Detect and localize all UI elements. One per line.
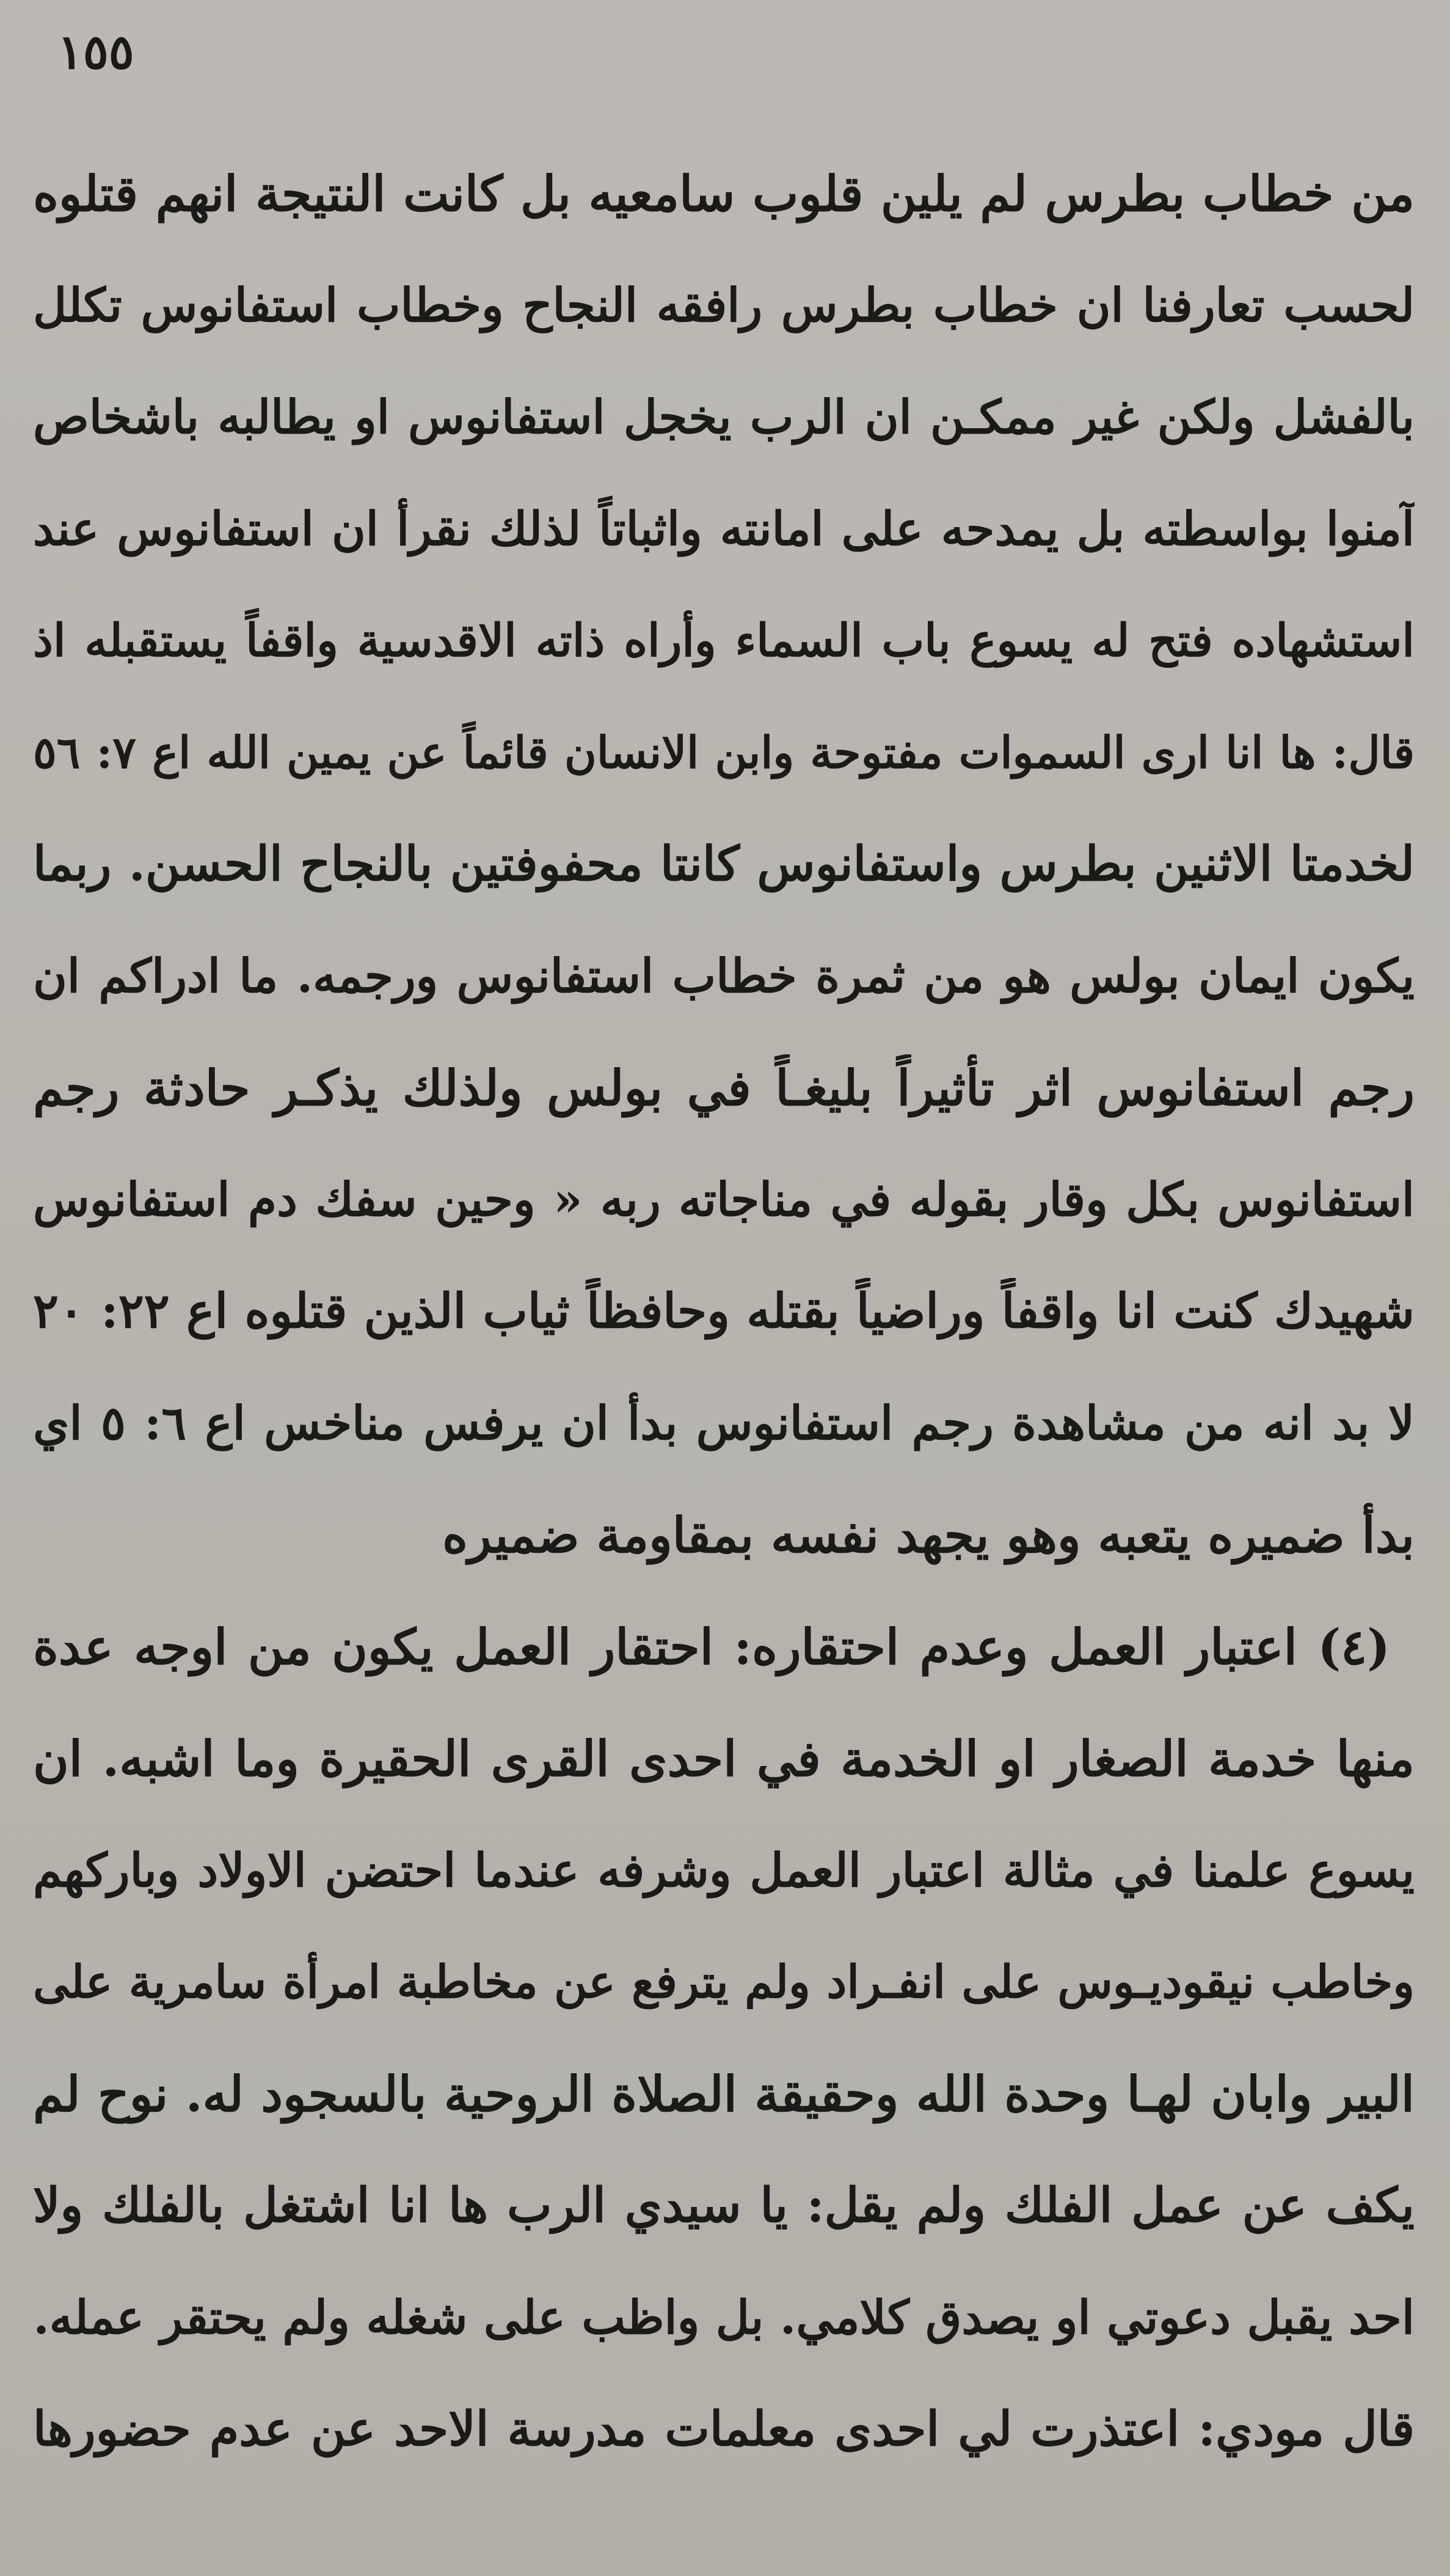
- text-line: شهيدك كنت انا واقفاً وراضياً بقتله وحافظاً ثياب الذين قتلوه اع ٢٢: ٢٠: [33, 1283, 1415, 1339]
- page-number: ١٥٥: [57, 24, 134, 80]
- text-line: بدأ ضميره يتعبه وهو يجهد نفسه بمقاومة ضميره: [442, 1506, 1415, 1564]
- page-text-body: [33, 160, 1415, 2508]
- text-line: احد يقبل دعوتي او يصدق كلامي. بل واظب على شغله ولم يحتقر عمله.: [33, 2290, 1415, 2344]
- text-line: بالفشل ولكن غير ممكـن ان الرب يخجل استفانوس او يطالبه باشخاص: [33, 390, 1415, 444]
- text-line: منها خدمة الصغار او الخدمة في احدى القرى الحقيرة وما اشبه. ان: [33, 1730, 1415, 1787]
- text-line: يكون ايمان بولس هو من ثمرة خطاب استفانوس ورجمه. ما ادراكم ان: [33, 949, 1415, 1003]
- text-line: لخدمتا الاثنين بطرس واستفانوس كانتا محفوفتين بالنجاح الحسن. ربما: [33, 836, 1415, 892]
- text-line: يسوع علمنا في مثالة اعتبار العمل وشرفه عندما احتضن الاولاد وباركهم: [33, 1843, 1415, 1897]
- text-line: قال مودي: اعتذرت لي احدى معلمات مدرسة الاحد عن عدم حضورها: [33, 2401, 1415, 2457]
- text-line: البير وابان لهـا وحدة الله وحقيقة الصلاة الروحية بالسجود له. نوح لم: [33, 2065, 1415, 2123]
- text-line: لحسب تعارفنا ان خطاب بطرس رافقه النجاح وخطاب استفانوس تكلل: [33, 278, 1415, 332]
- text-line: استشهاده فتح له يسوع باب السماء وأراه ذاته الاقدسية واقفاً يستقبله اذ: [33, 615, 1415, 667]
- text-line: استفانوس بكل وقار بقوله في مناجاته ربه « وحين سفك دم استفانوس: [33, 1172, 1415, 1227]
- text-line: يكف عن عمل الفلك ولم يقل: يا سيدي الرب ها انا اشتغل بالفلك ولا: [33, 2178, 1415, 2233]
- text-line: (٤) اعتبار العمل وعدم احتقاره: احتقار العمل يكون من اوجه عدة: [33, 1618, 1390, 1676]
- text-line: وخاطب نيقوديـوس على انفـراد ولم يترفع عن مخاطبة امرأة سامرية على: [33, 1956, 1415, 2009]
- text-line: لا بد انه من مشاهدة رجم استفانوس بدأ ان يرفس مناخس اع ٦: ٥ اي: [33, 1396, 1415, 1450]
- text-line: قال: ها انا ارى السموات مفتوحة وابن الانسان قائماً عن يمين الله اع ٧: ٥٦: [33, 726, 1415, 778]
- text-line: من خطاب بطرس لم يلين قلوب سامعيه بل كانت النتيجة انهم قتلوه: [33, 165, 1415, 222]
- text-line: آمنوا بواسطته بل يمدحه على امانته واثباتاً لذلك نقرأ ان استفانوس عند: [33, 502, 1415, 556]
- text-line: رجم استفانوس اثر تأثيراً بليغـاً في بولس ولذلك يذكـر حادثة رجم: [33, 1059, 1415, 1117]
